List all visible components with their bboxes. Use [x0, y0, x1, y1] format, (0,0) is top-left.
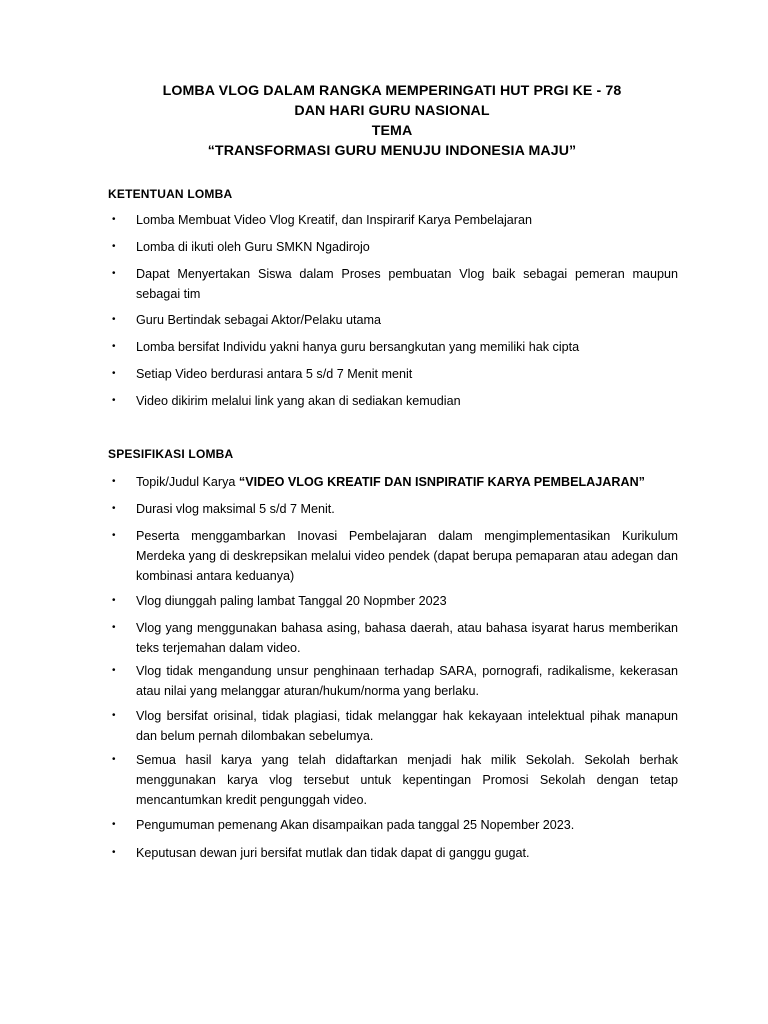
- spesifikasi-heading: SPESIFIKASI LOMBA: [108, 447, 234, 461]
- bullet-icon: •: [112, 395, 116, 406]
- ketentuan-item: [108, 337, 678, 357]
- spesifikasi-item: [108, 706, 678, 746]
- ketentuan-item-text: Dapat Menyertakan Siswa dalam Proses pembuatan Vlog baik sebagai pemeran maupun sebagai tim: [136, 267, 678, 302]
- ketentuan-item-text: Setiap Video berdurasi antara 5 s/d 7 Menit menit: [136, 367, 413, 381]
- title-line-4: “TRANSFORMASI GURU MENUJU INDONESIA MAJU”: [207, 143, 577, 159]
- spesifikasi-item-text: Peserta menggambarkan Inovasi Pembelajaran dalam mengimplementasikan Kurikulum Merdeka yang di deskrepsikan melalui video pendek (dapat berupa pemaparan atau adegan dan kombinasi antara keduanya): [136, 529, 678, 584]
- ketentuan-item-text: Lomba bersifat Individu yakni hanya guru bersangkutan yang memiliki hak cipta: [136, 340, 580, 354]
- ketentuan-item: [108, 364, 678, 384]
- bullet-icon: •: [112, 368, 116, 379]
- ketentuan-item-text: Guru Bertindak sebagai Aktor/Pelaku utama: [136, 313, 382, 327]
- spesifikasi-item: [108, 618, 678, 658]
- spesifikasi-item-text: Vlog bersifat orisinal, tidak plagiasi, tidak melanggar hak kekayaan intelektual pihak manapun dan belum pernah dilombakan sebelumya.: [136, 709, 678, 744]
- spesifikasi-item: [108, 661, 678, 701]
- topik-title: “VIDEO VLOG KREATIF DAN ISNPIRATIF KARYA PEMBELAJARAN”: [238, 475, 645, 489]
- bullet-icon: •: [112, 665, 116, 676]
- spesifikasi-item: [108, 843, 678, 863]
- spesifikasi-item: [108, 472, 678, 492]
- ketentuan-item: [108, 210, 678, 230]
- bullet-icon: •: [112, 847, 116, 858]
- bullet-icon: •: [112, 476, 116, 487]
- bullet-icon: •: [112, 268, 116, 279]
- topik-prefix: Topik/Judul Karya: [136, 475, 239, 489]
- bullet-icon: •: [112, 754, 116, 765]
- spesifikasi-item: [108, 499, 678, 519]
- spesifikasi-item-text: Semua hasil karya yang telah didaftarkan menjadi hak milik Sekolah. Sekolah berhak menggunakan karya vlog tersebut untuk kepentingan Promosi Sekolah dengan tetap mencantumkan kredit pengunggah video.: [136, 753, 678, 808]
- title-line-3: TEMA: [371, 123, 413, 139]
- bullet-icon: •: [112, 622, 116, 633]
- ketentuan-item: [108, 310, 678, 330]
- ketentuan-item-text: Video dikirim melalui link yang akan di sediakan kemudian: [136, 394, 461, 408]
- ketentuan-item: [108, 264, 678, 304]
- title-line-1: LOMBA VLOG DALAM RANGKA MEMPERINGATI HUT PRGI KE - 78: [162, 83, 622, 99]
- spesifikasi-item-text: Vlog yang menggunakan bahasa asing, bahasa daerah, atau bahasa isyarat harus memberikan teks terjemahan dalam video.: [136, 621, 678, 656]
- bullet-icon: •: [112, 819, 116, 830]
- document-title: [100, 81, 684, 161]
- spesifikasi-item: [108, 526, 678, 587]
- spesifikasi-item-text: Vlog tidak mengandung unsur penghinaan terhadap SARA, pornografi, radikalisme, kekerasan atau nilai yang melanggar aturan/hukum/norma yang berlaku.: [136, 664, 678, 699]
- ketentuan-item: [108, 237, 678, 257]
- spesifikasi-item-text: Keputusan dewan juri bersifat mutlak dan tidak dapat di ganggu gugat.: [136, 846, 530, 860]
- spesifikasi-item-text: Vlog diunggah paling lambat Tanggal 20 Nopmber 2023: [136, 594, 447, 608]
- title-line-2: DAN HARI GURU NASIONAL: [294, 103, 490, 119]
- bullet-icon: •: [112, 214, 116, 225]
- bullet-icon: •: [112, 595, 116, 606]
- spesifikasi-item-text: [136, 472, 678, 492]
- ketentuan-heading: KETENTUAN LOMBA: [108, 187, 233, 201]
- spesifikasi-item: [108, 591, 678, 611]
- bullet-icon: •: [112, 341, 116, 352]
- bullet-icon: •: [112, 241, 116, 252]
- spesifikasi-item-text: Pengumuman pemenang Akan disampaikan pada tanggal 25 Nopember 2023.: [136, 818, 575, 832]
- spesifikasi-item: [108, 750, 678, 811]
- spesifikasi-item: [108, 815, 678, 835]
- ketentuan-item-text: Lomba Membuat Video Vlog Kreatif, dan Inspirarif Karya Pembelajaran: [136, 213, 532, 227]
- bullet-icon: •: [112, 710, 116, 721]
- ketentuan-item: [108, 391, 678, 411]
- bullet-icon: •: [112, 503, 116, 514]
- bullet-icon: •: [112, 314, 116, 325]
- ketentuan-item-text: Lomba di ikuti oleh Guru SMKN Ngadirojo: [136, 240, 370, 254]
- spesifikasi-item-text: Durasi vlog maksimal 5 s/d 7 Menit.: [136, 502, 335, 516]
- bullet-icon: •: [112, 530, 116, 541]
